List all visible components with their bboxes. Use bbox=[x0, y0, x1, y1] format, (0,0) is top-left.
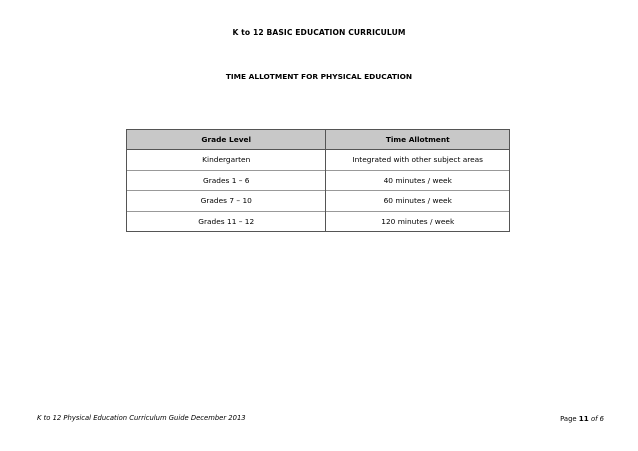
grade-level-cell: Grades 7 – 10 bbox=[127, 191, 326, 212]
time-allotment-cell: Integrated with other subject areas bbox=[326, 150, 510, 171]
section-title: TIME ALLOTMENT FOR PHYSICAL EDUCATION bbox=[225, 72, 413, 81]
column-header-time-allotment: Time Allotment bbox=[326, 130, 510, 150]
table-header-row bbox=[127, 130, 510, 150]
page-total: of 6 bbox=[590, 415, 604, 423]
document-header: K to 12 BASIC EDUCATION CURRICULUM bbox=[232, 28, 406, 37]
page-number: 11 bbox=[578, 414, 589, 423]
time-allotment-table bbox=[126, 129, 510, 232]
grade-level-cell: Grades 11 – 12 bbox=[127, 211, 326, 232]
grade-level-cell: Grades 1 – 6 bbox=[127, 170, 326, 191]
table-row bbox=[127, 150, 510, 171]
footer-page-info bbox=[560, 414, 604, 423]
footer-document-title: K to 12 Physical Education Curriculum Guide December 2013 bbox=[37, 414, 246, 422]
table-row bbox=[127, 191, 510, 212]
table-row bbox=[127, 211, 510, 232]
column-header-grade-level: Grade Level bbox=[127, 130, 326, 150]
time-allotment-cell: 40 minutes / week bbox=[326, 170, 510, 191]
page-label: Page bbox=[560, 415, 577, 423]
table-row bbox=[127, 170, 510, 191]
time-allotment-cell: 60 minutes / week bbox=[326, 191, 510, 212]
grade-level-cell: Kindergarten bbox=[127, 150, 326, 171]
time-allotment-cell: 120 minutes / week bbox=[326, 211, 510, 232]
